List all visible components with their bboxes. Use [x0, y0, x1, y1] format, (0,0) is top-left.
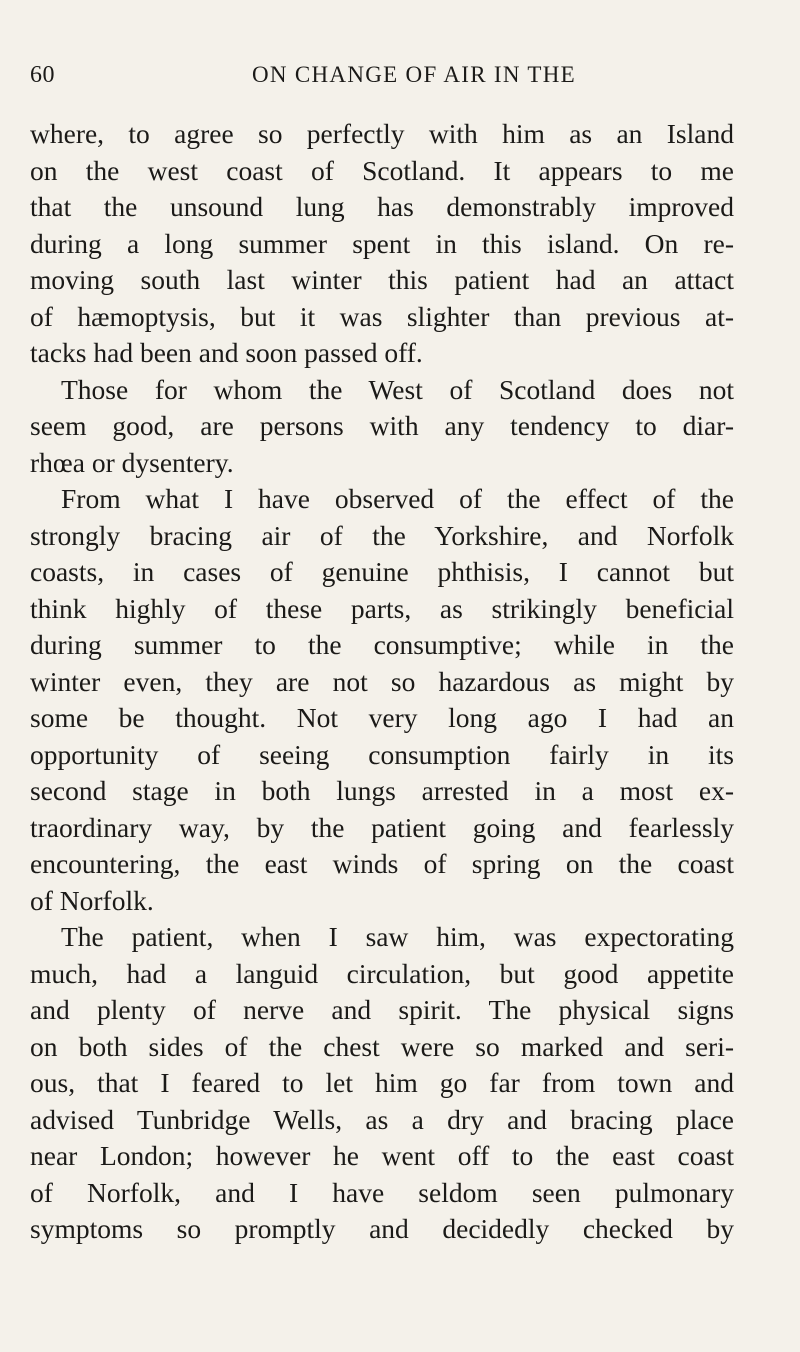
- page-header: [30, 62, 730, 92]
- text-line: that the unsound lung has demonstrably improved: [30, 191, 734, 222]
- text-line: ous, that I feared to let him go far from town and: [30, 1067, 734, 1098]
- text-line: seem good, are persons with any tendency to diar-: [30, 410, 734, 441]
- text-line: on both sides of the chest were so marked and seri-: [30, 1030, 734, 1062]
- text-line: coasts, in cases of genuine phthisis, I cannot but: [30, 556, 734, 587]
- text-line: near London; however he went off to the east coast: [30, 1140, 734, 1171]
- text-line: traordinary way, by the patient going and fearlessly: [30, 811, 734, 843]
- text-line: on the west coast of Scotland. It appears to me: [30, 154, 734, 186]
- text-line: think highly of these parts, as strikingly beneficial: [30, 592, 734, 624]
- text-line: where, to agree so perfectly with him as an Island: [30, 118, 734, 149]
- text-line: of hæmoptysis, but it was slighter than previous at-: [30, 300, 734, 332]
- text-line: of Norfolk.: [30, 884, 154, 916]
- text-line: during a long summer spent in this island. On re-: [30, 227, 734, 259]
- text-line: strongly bracing air of the Yorkshire, and Norfolk: [30, 519, 734, 551]
- body-text: [30, 116, 734, 1248]
- text-line: rhœa or dysentery.: [30, 446, 234, 478]
- text-line: The patient, when I saw him, was expectorating: [61, 921, 734, 952]
- text-line: encountering, the east winds of spring on the coast: [30, 848, 734, 879]
- text-line: opportunity of seeing consumption fairly in its: [30, 738, 734, 770]
- text-line: during summer to the consumptive; while in the: [30, 629, 734, 660]
- text-line: advised Tunbridge Wells, as a dry and bracing place: [30, 1103, 734, 1135]
- text-line: moving south last winter this patient had an attact: [30, 264, 734, 295]
- text-line: symptoms so promptly and decidedly checked by: [30, 1213, 734, 1244]
- text-line: tacks had been and soon passed off.: [30, 337, 423, 368]
- text-line: some be thought. Not very long ago I had an: [30, 702, 734, 733]
- text-line: and plenty of nerve and spirit. The physical signs: [30, 994, 734, 1025]
- page-number: 60: [30, 62, 55, 88]
- running-head: ON CHANGE OF AIR IN THE: [252, 62, 577, 87]
- text-line: winter even, they are not so hazardous as might by: [30, 665, 734, 697]
- text-line: second stage in both lungs arrested in a most ex-: [30, 775, 734, 806]
- text-line: From what I have observed of the effect of the: [61, 483, 734, 514]
- text-line: much, had a languid circulation, but good appetite: [30, 957, 734, 989]
- text-line: Those for whom the West of Scotland does not: [61, 373, 734, 405]
- text-line: of Norfolk, and I have seldom seen pulmonary: [30, 1176, 734, 1208]
